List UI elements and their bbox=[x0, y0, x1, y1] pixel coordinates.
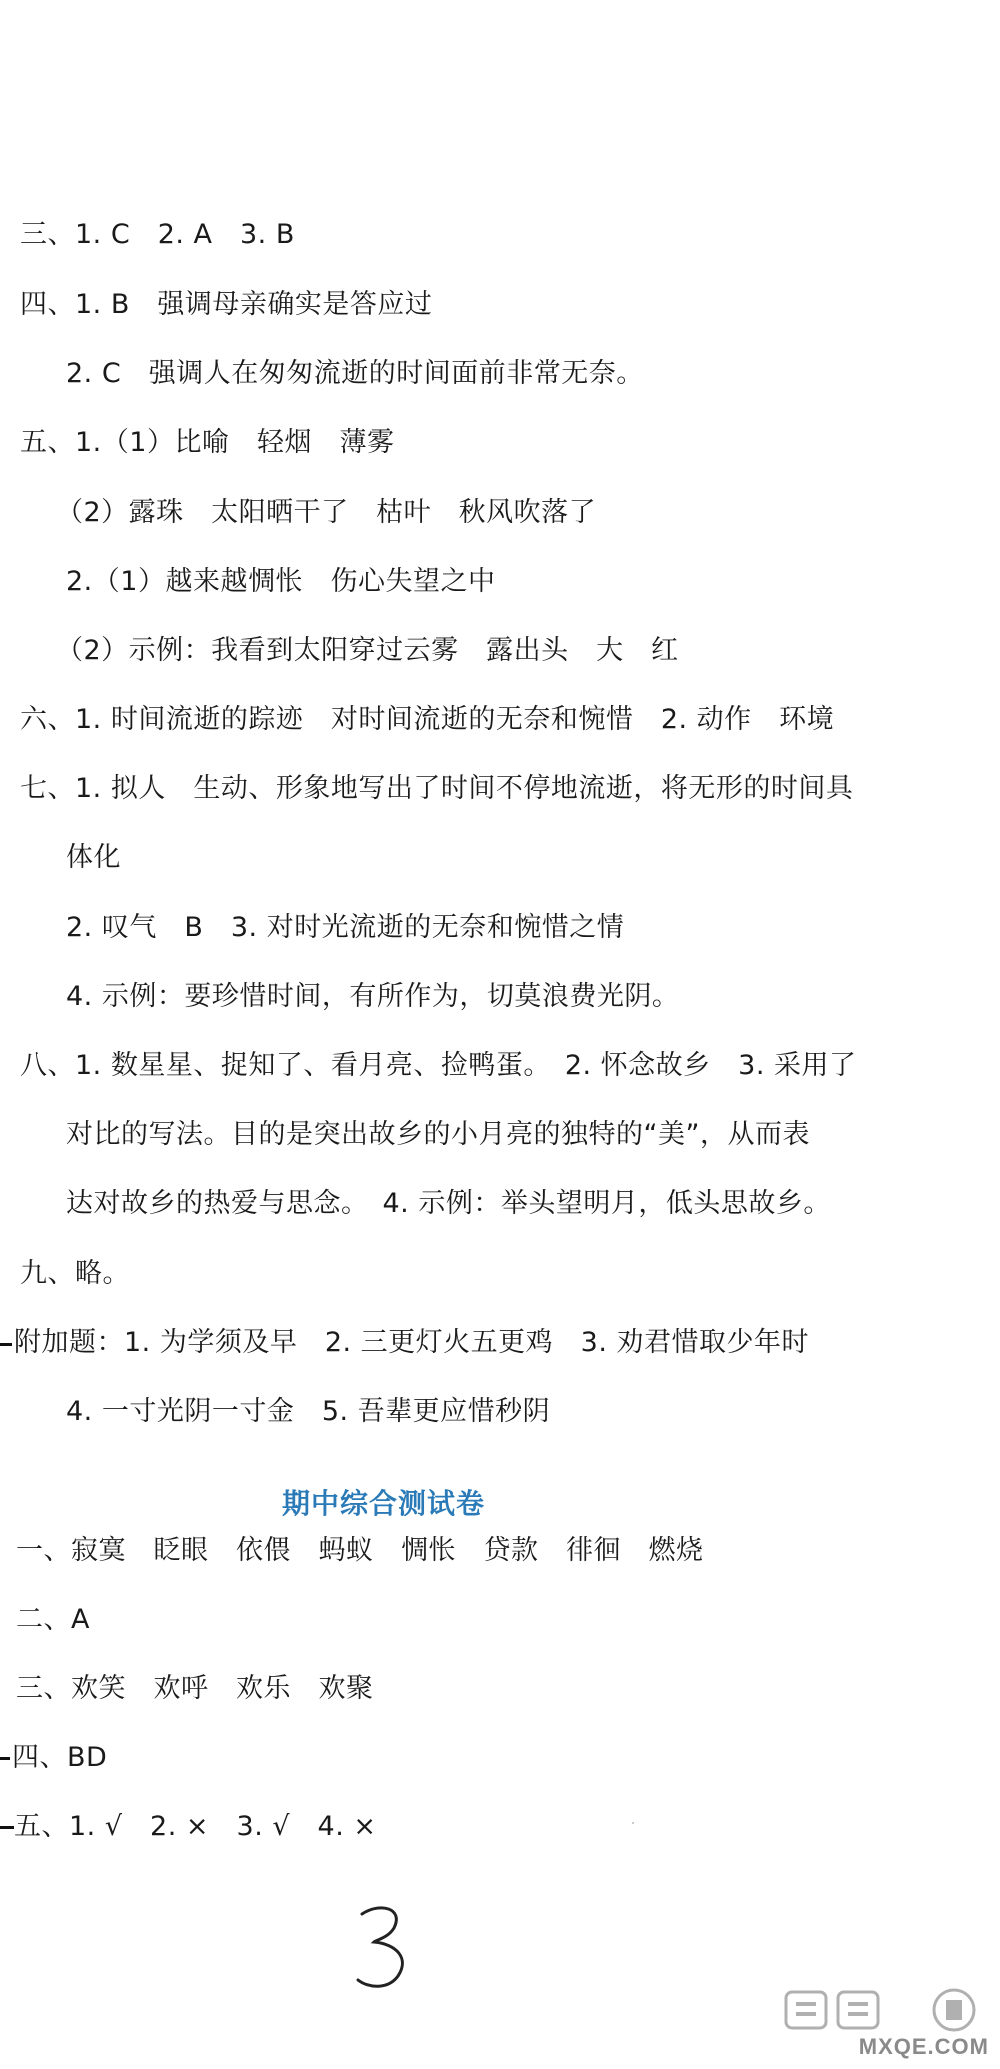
answer-line: 五、1.（1）比喻 轻烟 薄雾 bbox=[20, 427, 395, 458]
answer-line: 六、1. 时间流逝的踪迹 对时间流逝的无奈和惋惜 2. 动作 环境 bbox=[20, 704, 835, 735]
answer-line: 二、A bbox=[16, 1604, 90, 1635]
answer-line: 2.（1）越来越惆怅 伤心失望之中 bbox=[66, 566, 496, 597]
answer-line: 七、1. 拟人 生动、形象地写出了时间不停地流逝，将无形的时间具 bbox=[20, 773, 854, 804]
answer-line: 4. 示例：要珍惜时间，有所作为，切莫浪费光阴。 bbox=[66, 981, 680, 1012]
answer-line: 四、BD bbox=[12, 1742, 108, 1773]
scan-edge-mark bbox=[0, 1757, 10, 1760]
answer-line: 对比的写法。目的是突出故乡的小月亮的独特的“美”，从而表 bbox=[66, 1119, 810, 1150]
answer-line: 八、1. 数星星、捉知了、看月亮、捡鸭蛋。 2. 怀念故乡 3. 采用了 bbox=[20, 1050, 857, 1081]
answer-circle-logo-icon bbox=[782, 1986, 992, 2034]
answer-line: 2. 叹气 B 3. 对时光流逝的无奈和惋惜之情 bbox=[66, 912, 625, 943]
answer-line: （2）示例：我看到太阳穿过云雾 露出头 大 红 bbox=[56, 635, 679, 666]
answer-line: 三、1. C 2. A 3. B bbox=[20, 219, 295, 250]
scan-speck bbox=[632, 1822, 634, 1824]
answer-line: 体化 bbox=[66, 842, 121, 873]
answer-line: （2）露珠 太阳晒干了 枯叶 秋风吹落了 bbox=[56, 497, 597, 528]
answer-line: 2. C 强调人在匆匆流逝的时间面前非常无奈。 bbox=[66, 358, 644, 389]
watermark bbox=[772, 1982, 997, 2066]
handwritten-page-number bbox=[350, 1900, 420, 1995]
answer-line: 一、寂寞 眨眼 依偎 蚂蚁 惆怅 贷款 徘徊 燃烧 bbox=[16, 1535, 704, 1566]
scan-edge-mark bbox=[0, 1826, 14, 1829]
handwritten-three-icon bbox=[350, 1900, 420, 1995]
answer-line: 三、欢笑 欢呼 欢乐 欢聚 bbox=[16, 1673, 374, 1704]
section-title: 期中综合测试卷 bbox=[282, 1487, 486, 1520]
watermark-text: MXQE.COM bbox=[858, 2034, 989, 2059]
scan-edge-mark bbox=[0, 1343, 12, 1346]
answer-line: 4. 一寸光阴一寸金 5. 吾辈更应惜秒阴 bbox=[66, 1396, 551, 1427]
answer-line: 五、1. √ 2. × 3. √ 4. × bbox=[14, 1811, 377, 1842]
answer-line: 达对故乡的热爱与思念。 4. 示例：举头望明月，低头思故乡。 bbox=[66, 1188, 831, 1219]
answer-line: 九、略。 bbox=[20, 1258, 130, 1289]
answer-line: 四、1. B 强调母亲确实是答应过 bbox=[20, 289, 433, 320]
answer-line: 附加题：1. 为学须及早 2. 三更灯火五更鸡 3. 劝君惜取少年时 bbox=[14, 1327, 810, 1358]
